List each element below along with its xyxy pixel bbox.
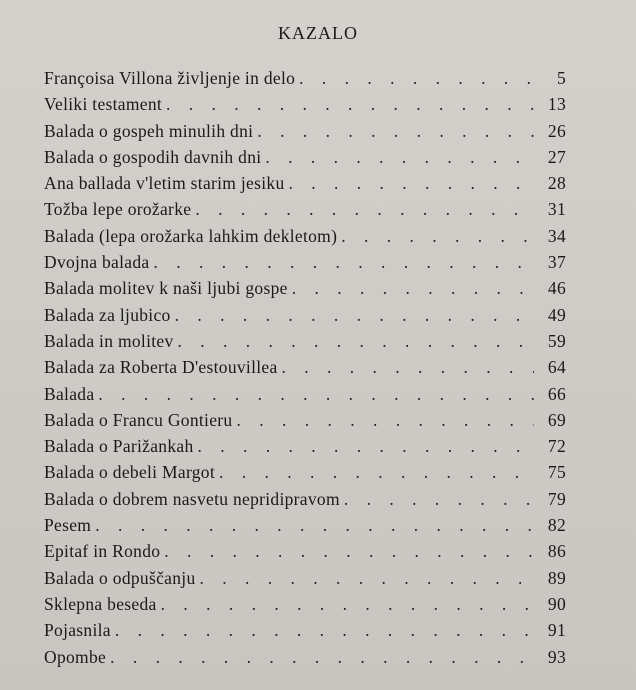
toc-entry <box>44 357 566 383</box>
toc-entry-title: Balada o gospeh minulih dni <box>44 120 254 141</box>
dot-leader <box>236 410 534 431</box>
toc-entry-page: 13 <box>547 94 566 115</box>
toc-entry <box>44 541 566 567</box>
dot-leader <box>282 357 534 378</box>
toc-entry-page: 72 <box>547 436 566 457</box>
dot-leader <box>153 252 534 273</box>
toc-entry-page: 34 <box>547 225 566 246</box>
toc-entry <box>44 173 566 199</box>
toc-entry-page: 90 <box>547 593 566 614</box>
toc-entry-title: Balada o gospodih davnih dni <box>44 146 262 167</box>
toc-entry-page: 37 <box>547 252 566 273</box>
toc-entry-title: Balada o odpuščanju <box>44 567 196 588</box>
toc-entry-page: 93 <box>547 646 566 667</box>
toc-entry <box>44 568 566 594</box>
toc-entry <box>44 515 566 541</box>
toc-entry-page: 31 <box>547 199 566 220</box>
toc-entry-page: 91 <box>547 620 566 641</box>
dot-leader <box>299 68 534 89</box>
toc-entry-title: Balada (lepa orožarka lahkim dekletom) <box>44 225 338 246</box>
toc-entry-title: Dvojna balada <box>44 252 150 273</box>
dot-leader <box>166 94 534 115</box>
toc-entry-title: Balada za Roberta D'estouvillea <box>44 357 278 378</box>
toc-entry <box>44 94 566 120</box>
toc-entry <box>44 620 566 646</box>
toc-entry <box>44 147 566 173</box>
toc-entry-title: Balada o dobrem nasvetu nepridipravom <box>44 488 340 509</box>
dot-leader <box>98 384 534 405</box>
toc-entry-title: Pesem <box>44 515 92 536</box>
toc-entry <box>44 331 566 357</box>
toc-entry-title: Françoisa Villona življenje in delo <box>44 68 296 88</box>
dot-leader <box>175 305 534 326</box>
toc-entry-title: Balada o Francu Gontieru <box>44 409 233 430</box>
toc-entry <box>44 226 566 252</box>
toc-entry-title: Sklepna beseda <box>44 593 157 614</box>
dot-leader <box>161 594 534 615</box>
dot-leader <box>219 462 534 483</box>
toc-entry-page: 66 <box>547 383 566 404</box>
dot-leader <box>110 647 534 668</box>
toc-entry-page: 49 <box>547 304 566 325</box>
toc-entry-page: 5 <box>556 68 566 88</box>
toc-entry <box>44 68 566 94</box>
toc-entry <box>44 594 566 620</box>
toc-entry-page: 69 <box>547 409 566 430</box>
toc-entry-title: Balada <box>44 383 95 404</box>
toc-entry-page: 82 <box>547 515 566 536</box>
toc-entry-title: Opombe <box>44 646 107 667</box>
dot-leader <box>164 541 534 562</box>
toc-entry-page: 64 <box>547 357 566 378</box>
toc-entry-page: 75 <box>547 462 566 483</box>
dot-leader <box>115 620 534 641</box>
toc-entry-title: Pojasnila <box>44 620 111 641</box>
dot-leader <box>95 515 534 536</box>
toc-entry-title: Veliki testament <box>44 94 163 115</box>
dot-leader <box>344 489 534 510</box>
toc-entry-page: 27 <box>547 146 566 167</box>
toc-entry-page: 79 <box>547 488 566 509</box>
toc-entry <box>44 305 566 331</box>
dot-leader <box>200 568 535 589</box>
toc-entry-page: 46 <box>547 278 566 299</box>
dot-leader <box>341 226 534 247</box>
toc-entry-title: Balada o debeli Margot <box>44 462 216 483</box>
toc-entry <box>44 199 566 225</box>
toc-entry-title: Epitaf in Rondo <box>44 541 161 562</box>
toc-entry <box>44 384 566 410</box>
toc-entry-title: Balada za ljubico <box>44 304 171 325</box>
dot-leader <box>257 121 534 142</box>
dot-leader <box>265 147 534 168</box>
toc-entry <box>44 410 566 436</box>
toc-entry-title: Balada molitev k naši ljubi gospe <box>44 278 288 299</box>
toc-entry-page: 59 <box>547 330 566 351</box>
toc-entry <box>44 462 566 488</box>
toc-entry-title: Ana ballada v'letim starim jesiku <box>44 173 285 194</box>
toc-entry-page: 26 <box>547 120 566 141</box>
toc-entry-title: Balada o Parižankah <box>44 436 194 457</box>
toc-entry-title: Balada in molitev <box>44 330 174 351</box>
toc-entry <box>44 489 566 515</box>
toc-entry <box>44 436 566 462</box>
toc-entry <box>44 121 566 147</box>
toc-entry-title: Tožba lepe orožarke <box>44 199 192 220</box>
page-title: KAZALO <box>278 23 358 43</box>
toc-entry-page: 28 <box>547 173 566 194</box>
dot-leader <box>289 173 535 194</box>
toc-entry <box>44 647 566 673</box>
table-of-contents <box>44 68 566 673</box>
toc-entry-page: 86 <box>547 541 566 562</box>
dot-leader <box>178 331 534 352</box>
dot-leader <box>292 278 534 299</box>
dot-leader <box>195 199 534 220</box>
toc-entry-page: 89 <box>547 567 566 588</box>
toc-entry <box>44 278 566 304</box>
toc-entry <box>44 252 566 278</box>
dot-leader <box>198 436 534 457</box>
